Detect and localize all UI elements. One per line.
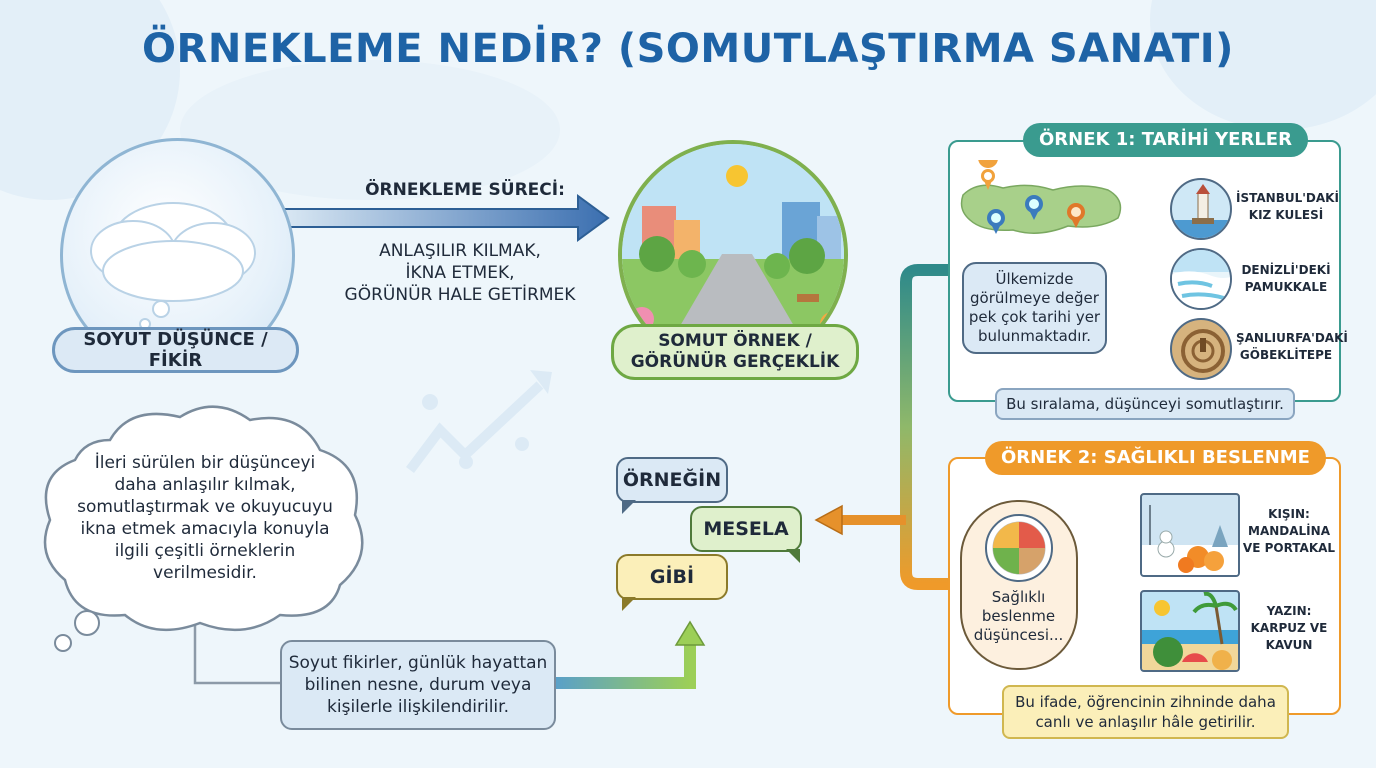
example1-bubble-line: bulunmaktadır.	[977, 327, 1092, 345]
example2-bubble-line: Sağlıklı	[991, 588, 1046, 606]
example1-item-label	[1236, 262, 1336, 296]
connector-gibi: GİBİ	[616, 554, 728, 600]
connector-mesela: MESELA	[690, 506, 802, 552]
process-heading: ÖRNEKLEME SÜRECİ:	[365, 180, 565, 200]
process-lines	[320, 240, 600, 306]
healthy-plate-icon	[983, 512, 1055, 584]
example2-tag: ÖRNEK 2: SAĞLIKLI BESLENME	[985, 441, 1326, 475]
speech-tail	[784, 549, 804, 565]
winter-oranges-icon	[1140, 493, 1240, 577]
definition-line: verilmesidir.	[153, 563, 257, 583]
example1-bubble-line: görülmeye değer	[970, 289, 1099, 307]
page-title: ÖRNEKLEME NEDİR? (SOMUTLAŞTIRMA SANATI)	[142, 26, 1234, 72]
item-line: KAVUN	[1265, 638, 1313, 652]
process-line: ANLAŞILIR KILMAK,	[379, 241, 541, 261]
process-arrow	[280, 196, 608, 240]
item-line: MANDALİNA	[1248, 524, 1330, 538]
summer-melons-icon	[1140, 590, 1240, 672]
example2-footer-line: Bu ifade, öğrencinin zihninde daha	[1015, 693, 1276, 711]
definition-line: somutlaştırmak ve okuyucuyu	[77, 497, 333, 517]
connector-ornegin: ÖRNEĞİN	[616, 457, 728, 503]
item-line: GÖBEKLİTEPE	[1239, 348, 1333, 362]
example2-bubble-line: düşüncesi...	[973, 626, 1064, 644]
definition-line: daha anlaşılır kılmak,	[114, 475, 296, 495]
abstract-label: SOYUT DÜŞÜNCE / FİKİR	[52, 327, 299, 373]
item-line: KIZ KULESİ	[1248, 208, 1324, 222]
item-line: ŞANLIURFA'DAKİ	[1236, 331, 1348, 345]
item-line: PAMUKKALE	[1244, 280, 1328, 294]
example1-bubble	[962, 262, 1107, 354]
definition-line: ilgili çeşitli örneklerin	[114, 541, 296, 561]
example1-bubble-line: Ülkemizde	[995, 270, 1074, 288]
gobeklitepe-icon	[1170, 318, 1232, 380]
example1-bubble-line: pek çok tarihi yer	[968, 308, 1101, 326]
decor-growth-arrow	[410, 370, 552, 470]
concrete-label-line: SOMUT ÖRNEK /	[658, 331, 812, 351]
link-up-arrow	[556, 622, 704, 683]
turkey-map-icon	[958, 160, 1133, 255]
link-box	[280, 640, 556, 730]
example2-bubble-line: beslenme	[981, 607, 1056, 625]
example2-footer-line: canlı ve anlaşılır hâle getirilir.	[1035, 713, 1256, 731]
item-line: KARPUZ VE	[1250, 621, 1328, 635]
example1-item-label	[1236, 330, 1348, 364]
example2-bubble-text	[962, 588, 1075, 645]
process-line: GÖRÜNÜR HALE GETİRMEK	[344, 285, 576, 305]
concrete-label	[611, 324, 859, 380]
example1-footer: Bu sıralama, düşünceyi somutlaştırır.	[995, 388, 1295, 420]
example1-item-label	[1236, 190, 1339, 224]
item-line: VE PORTAKAL	[1242, 541, 1336, 555]
item-line: DENİZLİ'DEKİ	[1241, 263, 1331, 277]
definition-line: ikna etmek amacıyla konuyla	[80, 519, 330, 539]
maiden-tower-icon	[1170, 178, 1232, 240]
item-line: İSTANBUL'DAKİ	[1236, 191, 1339, 205]
item-line: KIŞIN:	[1268, 507, 1310, 521]
process-line: İKNA ETMEK,	[405, 263, 515, 283]
speech-tail	[620, 597, 640, 613]
example1-tag: ÖRNEK 1: TARİHİ YERLER	[1023, 123, 1308, 157]
item-line: YAZIN:	[1266, 604, 1312, 618]
definition-line: İleri sürülen bir düşünceyi	[94, 453, 316, 473]
example2-bubble	[960, 500, 1078, 670]
link-line: kişilerle ilişkilendirilir.	[327, 697, 509, 717]
example2-footer	[1002, 685, 1289, 739]
example2-item-label	[1240, 506, 1338, 557]
example2-item-label	[1240, 603, 1338, 654]
speech-tail	[620, 500, 640, 516]
concrete-label-line: GÖRÜNÜR GERÇEKLİK	[630, 352, 840, 372]
link-line: bilinen nesne, durum veya	[304, 675, 532, 695]
branch-connector	[816, 270, 950, 584]
definition-text	[60, 452, 350, 584]
pamukkale-icon	[1170, 248, 1232, 310]
link-line: Soyut fikirler, günlük hayattan	[288, 653, 548, 673]
